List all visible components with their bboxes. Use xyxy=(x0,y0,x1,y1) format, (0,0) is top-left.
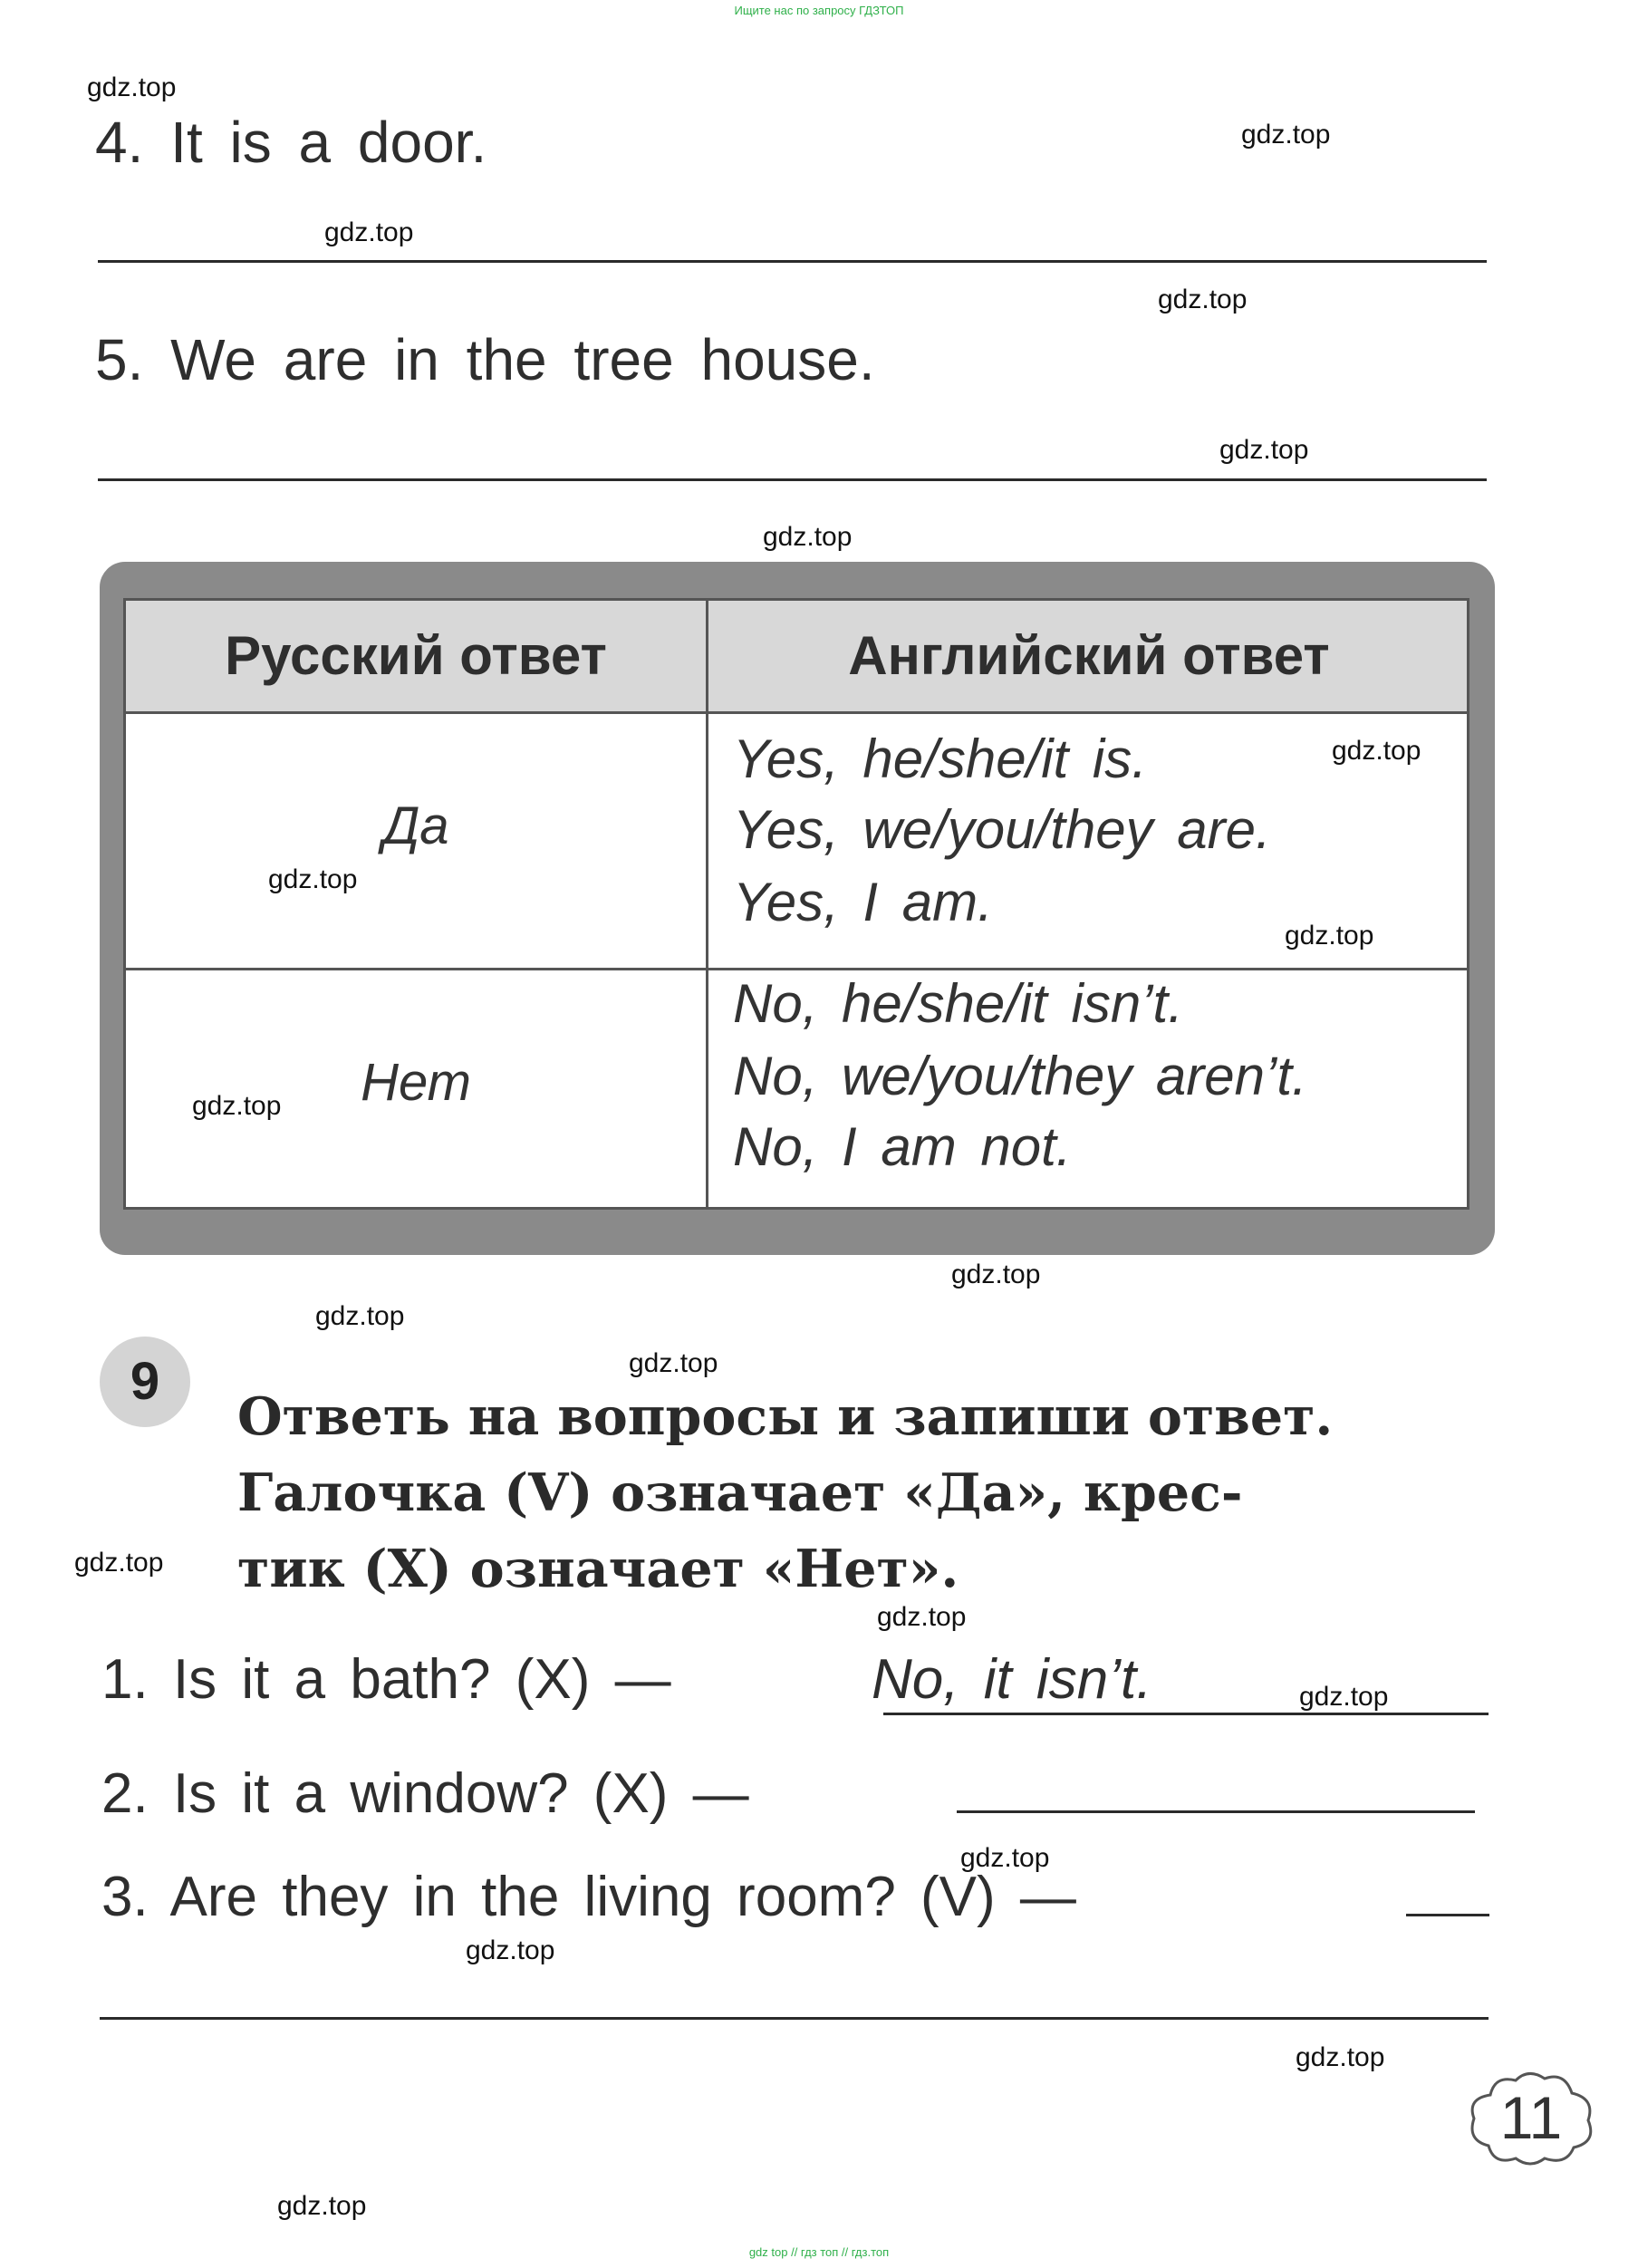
cell-yes-ru: Да xyxy=(382,796,449,855)
watermark: gdz.top xyxy=(74,1548,164,1578)
watermark: gdz.top xyxy=(877,1602,967,1632)
watermark: gdz.top xyxy=(466,1935,555,1965)
watermark: gdz.top xyxy=(951,1259,1041,1289)
question-number: 3. xyxy=(101,1866,149,1928)
watermark: gdz.top xyxy=(315,1301,405,1331)
cell-no-ru: Нет xyxy=(361,1053,471,1112)
watermark: gdz.top xyxy=(629,1348,718,1378)
answer-line xyxy=(98,260,1487,263)
watermark: gdz.top xyxy=(960,1843,1050,1873)
page-number: 11 xyxy=(1499,2084,1563,2151)
question-text: Is it a window? (X) — xyxy=(172,1762,749,1825)
cell-no-en-2: No, we/you/they aren’t. xyxy=(733,1046,1307,1106)
question-number: 1. xyxy=(101,1648,149,1711)
table-body xyxy=(123,598,1469,1210)
watermark: gdz.top xyxy=(192,1091,282,1121)
question-3 xyxy=(101,1865,1076,1929)
answer-line xyxy=(883,1713,1489,1715)
answer-line[interactable] xyxy=(957,1810,1475,1813)
sentence-number: 5. xyxy=(95,327,144,392)
watermark: gdz.top xyxy=(1296,2042,1385,2072)
exercise-number-badge: 9 xyxy=(100,1337,190,1427)
watermark: gdz.top xyxy=(1332,736,1421,766)
bottom-banner: gdz top // гдз топ // гдз.топ xyxy=(748,2245,890,2259)
watermark: gdz.top xyxy=(87,72,177,102)
watermark: gdz.top xyxy=(324,217,414,247)
sentence-4 xyxy=(95,109,487,176)
watermark: gdz.top xyxy=(1241,120,1331,150)
question-2 xyxy=(101,1761,749,1826)
cell-yes-en-3: Yes, I am. xyxy=(733,872,993,932)
watermark: gdz.top xyxy=(268,864,358,894)
cell-no-en-1: No, he/she/it isn’t. xyxy=(733,973,1183,1034)
column-divider xyxy=(706,601,708,1207)
watermark: gdz.top xyxy=(1285,921,1374,951)
sentence-text: We are in the tree house. xyxy=(170,327,875,392)
header-russian: Русский ответ xyxy=(225,625,607,686)
cell-yes-en-2: Yes, we/you/they are. xyxy=(733,799,1271,860)
cell-no-en-3: No, I am not. xyxy=(733,1116,1072,1177)
question-number: 2. xyxy=(101,1762,149,1825)
question-1 xyxy=(101,1647,671,1712)
top-banner: Ищите нас по запросу ГДЗТОП xyxy=(734,4,904,17)
watermark: gdz.top xyxy=(1158,285,1248,314)
watermark: gdz.top xyxy=(277,2191,367,2221)
page-number-badge xyxy=(1463,2068,1599,2167)
cell-yes-en-1: Yes, he/she/it is. xyxy=(733,729,1147,789)
instruction-line-1: Ответь на вопросы и запиши ответ. xyxy=(237,1386,1334,1447)
question-text: Is it a bath? (X) — xyxy=(172,1648,671,1711)
answer-line xyxy=(98,478,1487,481)
sentence-text: It is a door. xyxy=(170,110,487,175)
grammar-table xyxy=(100,562,1495,1255)
instruction-line-2: Галочка (V) означает «Да», крес- xyxy=(237,1462,1243,1523)
row-divider xyxy=(126,968,1467,970)
watermark: gdz.top xyxy=(763,522,853,552)
table-header-row xyxy=(126,601,1467,714)
answer-line[interactable] xyxy=(1406,1914,1489,1916)
sentence-number: 4. xyxy=(95,110,144,175)
answer-line[interactable] xyxy=(100,2017,1489,2020)
instruction-line-3: тик (X) означает «Нет». xyxy=(237,1539,959,1599)
answer-1[interactable]: No, it isn’t. xyxy=(872,1648,1152,1711)
header-english: Английский ответ xyxy=(848,625,1330,686)
watermark: gdz.top xyxy=(1299,1682,1389,1712)
sentence-5 xyxy=(95,326,875,393)
question-text: Are they in the living room? (V) — xyxy=(169,1866,1076,1928)
watermark: gdz.top xyxy=(1219,435,1309,465)
